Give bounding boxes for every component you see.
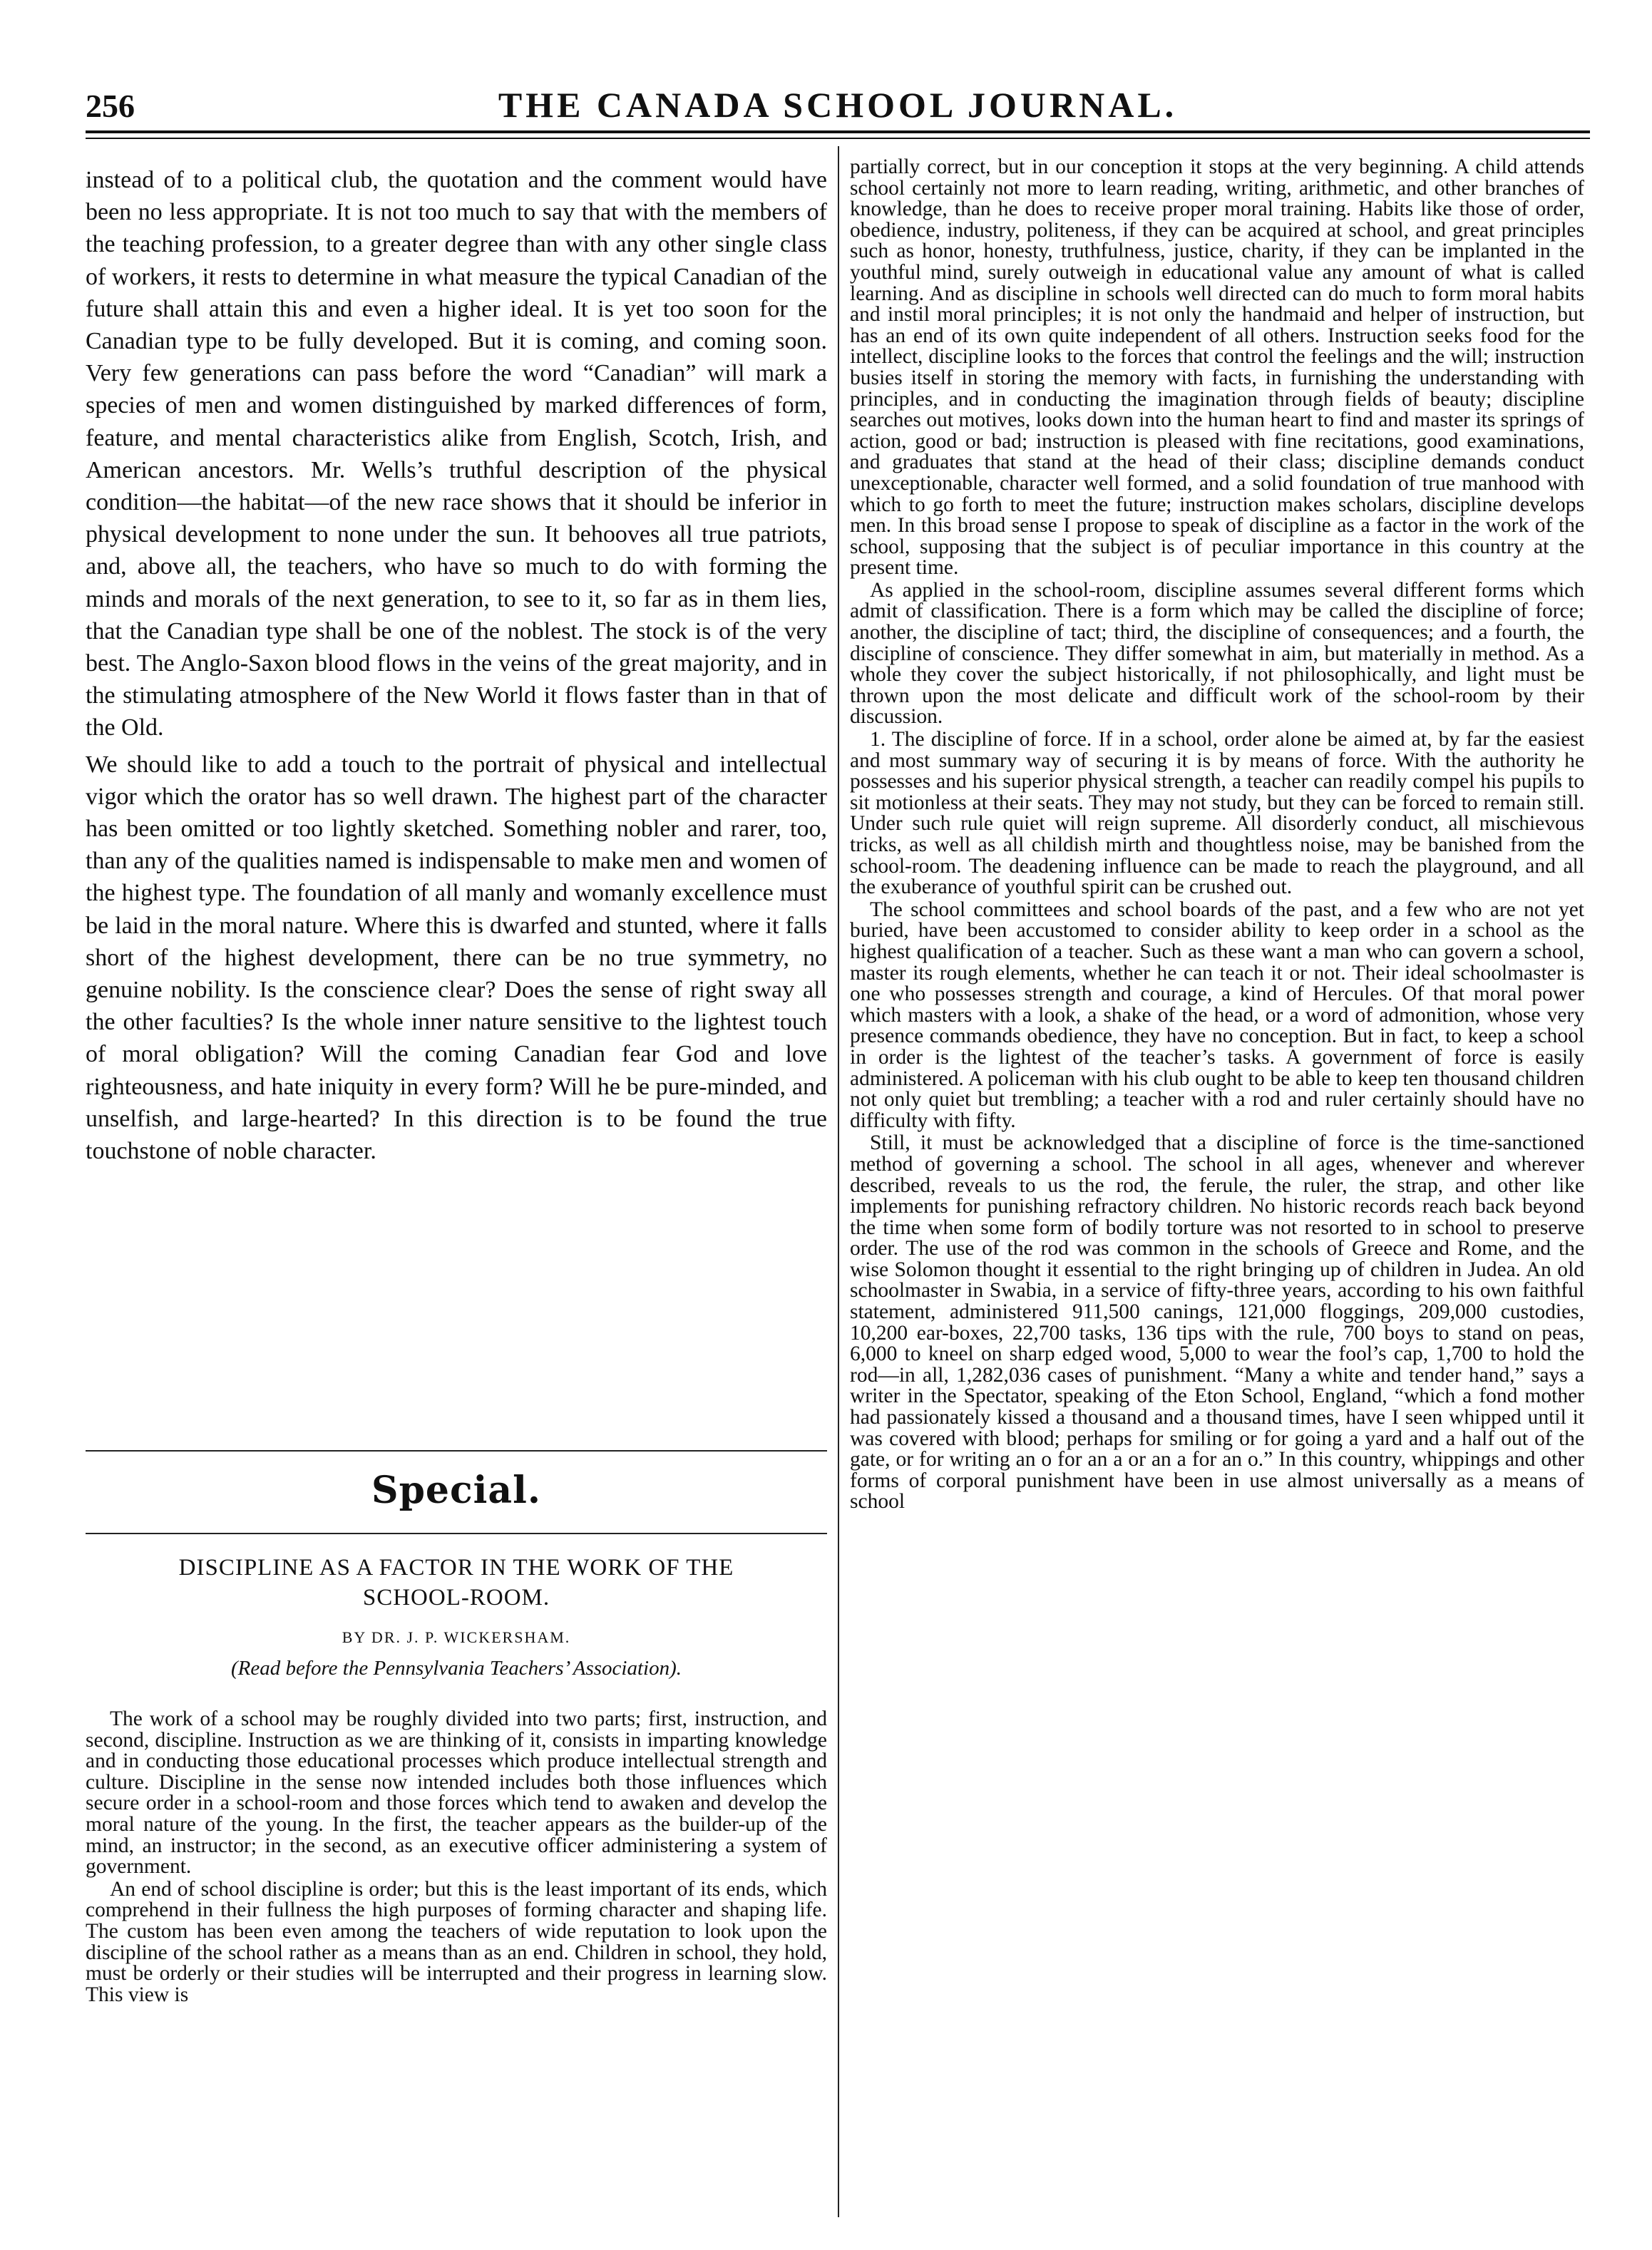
left-column-editorial — [86, 164, 827, 1167]
article-header — [86, 1553, 827, 1680]
header-rule-thin — [86, 138, 1590, 139]
article-title-line2: SCHOOL-ROOM. — [362, 1585, 550, 1611]
article-paragraph: Still, it must be acknowledged that a discipline of force is the time-sanctioned method of governing a school. The school in all ages, whenever and wherever described, reveals to us the rod, the ferule, the ruler, the strap, and other like implements for punishing refractory children. No historic records reach back beyond the time when some form of bodily torture was not resorted to in school to preserve order. The use of the rod was common in the schools of Greece and Rome, and the wise Solomon thought it essential to the right bringing up of children in Judea. An old schoolmaster in Swabia, in a service of fifty-three years, according to his own faithful statement, administered 911,500 canings, 121,000 floggings, 209,000 custodies, 10,200 ear-boxes, 22,700 tasks, 136 tips with the rule, 700 boys to stand on peas, 6,000 to kneel on sharp edged wood, 5,000 to wear the fool’s cap, 1,700 to hold the rod—in all, 1,282,036 cases of punishment. “Many a white and tender hand,” says a writer in the Spectator, speaking of the Eton School, England, “which a fond mother had passionately kissed a thousand and a thousand times, have I seen whipped until it was covered with blood; perhaps for smiling or for going a yard and a half out of the gate, or for writing an o for an a or an a for an o.” In this country, whippings and other forms of corporal punishment have been in use almost universally as a means of school — [850, 1131, 1584, 1514]
editorial-paragraph: instead of to a political club, the quotation and the comment would have been no less appropriate. It is not too much to say that with the members of the teaching profession, to a greater degree than with any other single class of workers, it rests to determine in what measure the typical Canadian of the future shall attain this and even a higher ideal. It is yet too soon for the Canadian type to be fully developed. But it is coming, and coming soon. Very few generations can pass before the word “Canadian” will mark a species of men and women distinguished by marked differences of form, feature, and mental characteristics alike from English, Scotch, Irish, and American ancestors. Mr. Wells’s truthful description of the physical condition—the habitat—of the new race shows that it should be inferior in physical development to none under the sun. It behooves all true patriots, and, above all, the teachers, who have so much to do with forming the minds and morals of the next generation, to see to it, so far as in them lies, that the Canadian type shall be one of the noblest. The stock is of the very best. The Anglo-Saxon blood flows in the veins of the great majority, and in the stimulating atmosphere of the New World it flows faster than in that of the Old. — [86, 167, 827, 741]
article-paragraph: As applied in the school-room, discipline assumes several different forms which admit of classification. There is a form which may be called the discipline of force; another, the discipline of tact; third, the discipline of consequences; and a fourth, the discipline of conscience. They differ somewhat in aim, but materially in method. As a whole they cover the subject historically, if not philosophically, and light must be thrown upon the most delicate and difficult work of the school-room by their discussion. — [850, 578, 1584, 729]
article-note: (Read before the Pennsylvania Teachers’ Association). — [231, 1657, 682, 1680]
right-column-article — [850, 157, 1584, 1513]
article-title-line1: DISCIPLINE AS A FACTOR IN THE WORK OF THE — [178, 1555, 734, 1581]
article-paragraph: The work of a school may be roughly divided into two parts; first, instruction, and second, discipline. Instruction as we are thinking of it, consists in imparting knowledge and in conducting those educational processes which produce intellectual strength and culture. Discipline in the sense now intended includes both those influences which secure order in a school-room and those forces which tend to awaken and develop the moral nature of the young. In the first, the teacher appears as the builder-up of the mind, an instructor; in the second, as an executive officer administering a system of government. — [86, 1707, 827, 1879]
editorial-paragraph: We should like to add a touch to the portrait of physical and intellectual vigor which the orator has so well drawn. The highest part of the character has been omitted or too lightly sketched. Something nobler and rarer, too, than any of the qualities named is indispensable to make men and women of the highest type. The foundation of all manly and womanly excellence must be laid in the moral nature. Where this is dwarfed and stunted, where it falls short of the highest development, there can be no true symmetry, no genuine nobility. Is the conscience clear? Does the sense of right sway all the other faculties? Is the whole inner nature sensitive to the lightest touch of moral obligation? Will the coming Canadian fear God and love righteousness, and hate iniquity in every form? Will he be pure-minded, and unselfish, and large-hearted? In this direction is to be found the true touchstone of noble character. — [86, 751, 827, 1165]
article-paragraph: An end of school discipline is order; but this is the least important of its ends, which comprehend in their fullness the high purposes of forming character and shaping life. The custom has been even among the teachers of wide reputation to look upon the discipline of the school rather as a means than as an end. Children in school, they hold, must be orderly or their studies will be interrupted and their progress in learning slow. This view is — [86, 1877, 827, 2006]
page-header — [86, 68, 1590, 133]
article-paragraph: The school committees and school boards of the past, and a few who are not yet buried, have been accustomed to consider ability to keep order in a school as the highest qualification of a teacher. Such as these want a man who can govern a school, master its rough elements, whether he can teach it or not. Their ideal schoolmaster is one who possesses strength and courage, a kind of Hercules. Of that moral power which masters with a look, a shake of the head, or a word of admonition, whose very presence commands obedience, they have no conception. But in fact, to keep a school in order is the lightest of the teacher’s tasks. A government of force is easily administered. A policeman with his club ought to be able to keep ten thousand children not only quiet but trembling; a teacher with a rod and ruler certainly should have no difficulty with fifty. — [850, 898, 1584, 1132]
article-left-body — [86, 1709, 827, 2005]
article-paragraph: partially correct, but in our conception it stops at the very beginning. A child attends school certainly not more to learn reading, writing, arithmetic, and other branches of knowledge, than he does to receive proper moral training. Habits like those of order, obedience, industry, politeness, if they can be acquired at school, and great principles such as honor, honesty, truthfulness, justice, charity, if they can be implanted in the youthful mind, surely outweigh in educational value any amount of what is called learning. And as discipline in schools well directed can do much to form moral habits and instil moral principles; it is not only the handmaid and helper of instruction, but has an end of its own quite independent of all others. Instruction seeks food for the intellect, discipline looks to the forces that control the feelings and the will; instruction busies itself in storing the memory with facts, in furnishing the understanding with principles, and in conducting the imagination through fields of beauty; discipline searches out motives, looks down into the human heart to find and master its springs of action, good or bad; instruction is pleased with fine recitations, good examinations, and graduates that stand at the head of their class; discipline demands conduct unexceptionable, character well formed, and a solid foundation of true manhood with which to go forth to meet the future; instruction makes scholars, discipline develops men. In this broad sense I propose to speak of discipline as a factor in the work of the school, supposing that the subject is of peculiar importance in this country at the present time. — [850, 155, 1584, 580]
section-rule-bottom — [86, 1533, 827, 1534]
journal-title: THE CANADA SCHOOL JOURNAL. — [498, 85, 1178, 125]
article-byline: BY DR. J. P. WICKERSHAM. — [342, 1628, 571, 1646]
header-rule — [86, 130, 1590, 133]
article-paragraph: 1. The discipline of force. If in a school, order alone be aimed at, by far the easiest and most summary way of securing it is by means of force. With the authority he possesses and his superior physical strength, a teacher can readily compel his pupils to sit motionless at their seats. They may not study, but they can be forced to remain still. Under such rule quiet will reign supreme. All disorderly conduct, all mischievous tricks, as well as all childish mirth and thoughtless noise, may be banished from the school-room. The deadening influence can be made to reach the playground, and all the exuberance of youthful spirit can be crushed out. — [850, 728, 1584, 899]
column-divider — [838, 146, 839, 2217]
section-rule-top — [86, 1450, 827, 1452]
page-number: 256 — [86, 88, 135, 124]
section-heading: Special. — [371, 1469, 541, 1512]
